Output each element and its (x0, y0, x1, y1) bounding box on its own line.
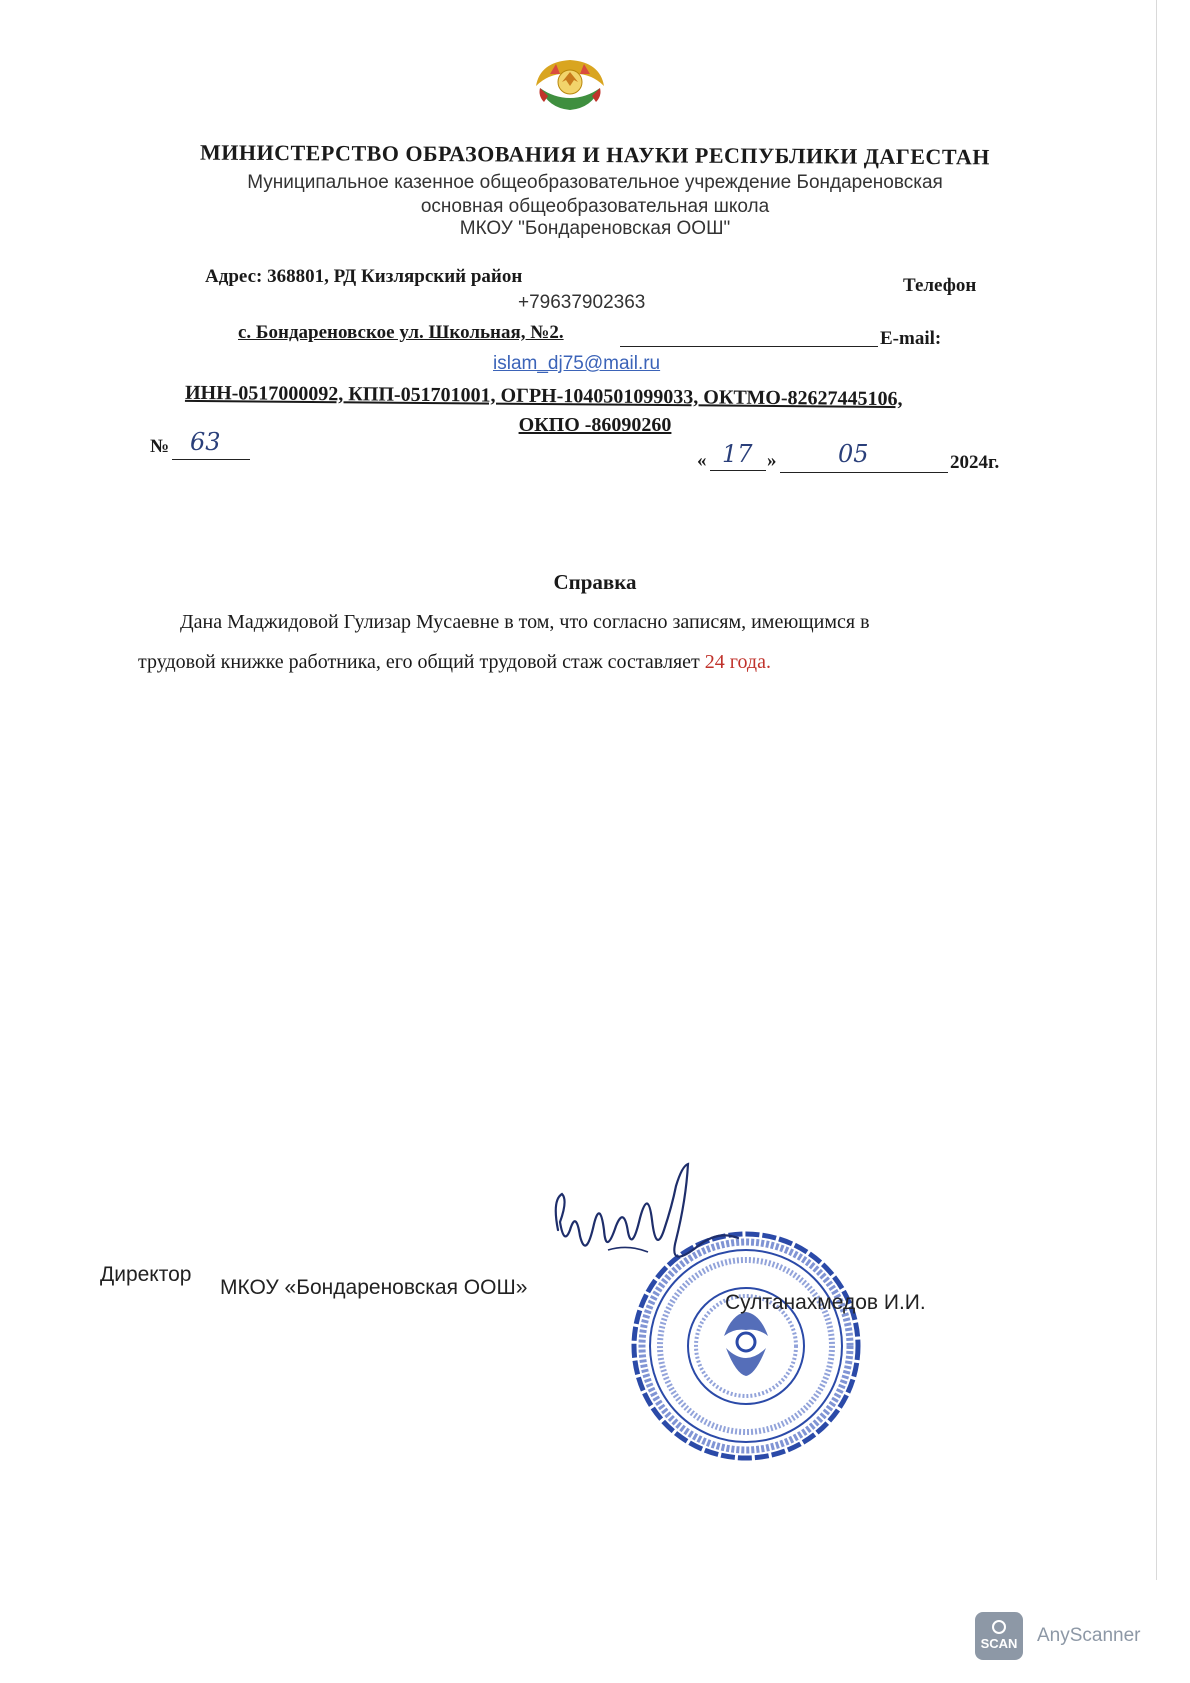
scan-logo-icon (975, 1612, 1023, 1660)
address-line-1: Адрес: 368801, РД Кизлярский район (205, 266, 523, 287)
handwritten-number: 63 (190, 428, 221, 456)
date-month-underline (780, 472, 948, 473)
ministry-title: МИНИСТЕРСТВО ОБРАЗОВАНИЯ И НАУКИ РЕСПУБЛИКИ ДАГЕСТАН (199, 139, 991, 170)
phone-label: Телефон (903, 275, 977, 296)
email-label: E-mail: (880, 328, 942, 349)
signatory-name: Султанахмедов И.И. (725, 1291, 926, 1314)
okpo-code: ОКПО -86090260 (518, 414, 672, 436)
date-year: 2024г. (950, 452, 1000, 473)
date-day-underline (710, 470, 766, 471)
number-underline (172, 459, 250, 460)
signatory-organization: МКОУ «Бондареновская ООШ» (220, 1276, 528, 1299)
body-line-2 (138, 651, 771, 674)
scanner-app-name: AnyScanner (1037, 1625, 1141, 1646)
handwritten-day: 17 (722, 440, 753, 468)
dagestan-emblem-icon (530, 52, 610, 114)
school-name-line-1: Муниципальное казенное общеобразовательное учреждение Бондареновская (247, 172, 943, 193)
date-quote-open: « (697, 450, 707, 471)
handwritten-signature-icon (548, 1160, 748, 1320)
number-label: № (150, 436, 170, 457)
scan-logo-text: SCAN (980, 1636, 1018, 1652)
signatory-position: Директор (100, 1263, 192, 1286)
scanner-watermark (975, 1612, 1141, 1660)
work-experience-value: 24 года. (704, 651, 771, 673)
body-line-2-text: трудовой книжке работника, его общий трудовой стаж составляет (138, 651, 705, 673)
document-title: Справка (553, 570, 637, 594)
address-underline (620, 346, 878, 347)
date-quote-close: » (767, 450, 777, 471)
registration-codes: ИНН-0517000092, КПП-051701001, ОГРН-1040501099033, ОКТМО-82627445106, (184, 381, 903, 411)
handwritten-month: 05 (838, 440, 869, 468)
email-link[interactable]: islam_dj75@mail.ru (493, 353, 661, 374)
school-name-line-2: основная общеобразовательная школа (420, 196, 770, 217)
phone-value: +79637902363 (518, 292, 646, 313)
address-line-2: с. Бондареновское ул. Школьная, №2. (238, 322, 564, 343)
body-line-1: Дана Маджидовой Гулизар Мусаевне в том, что согласно записям, имеющимся в (180, 611, 870, 633)
school-short-name: МКОУ "Бондареновская ООШ" (459, 218, 731, 239)
